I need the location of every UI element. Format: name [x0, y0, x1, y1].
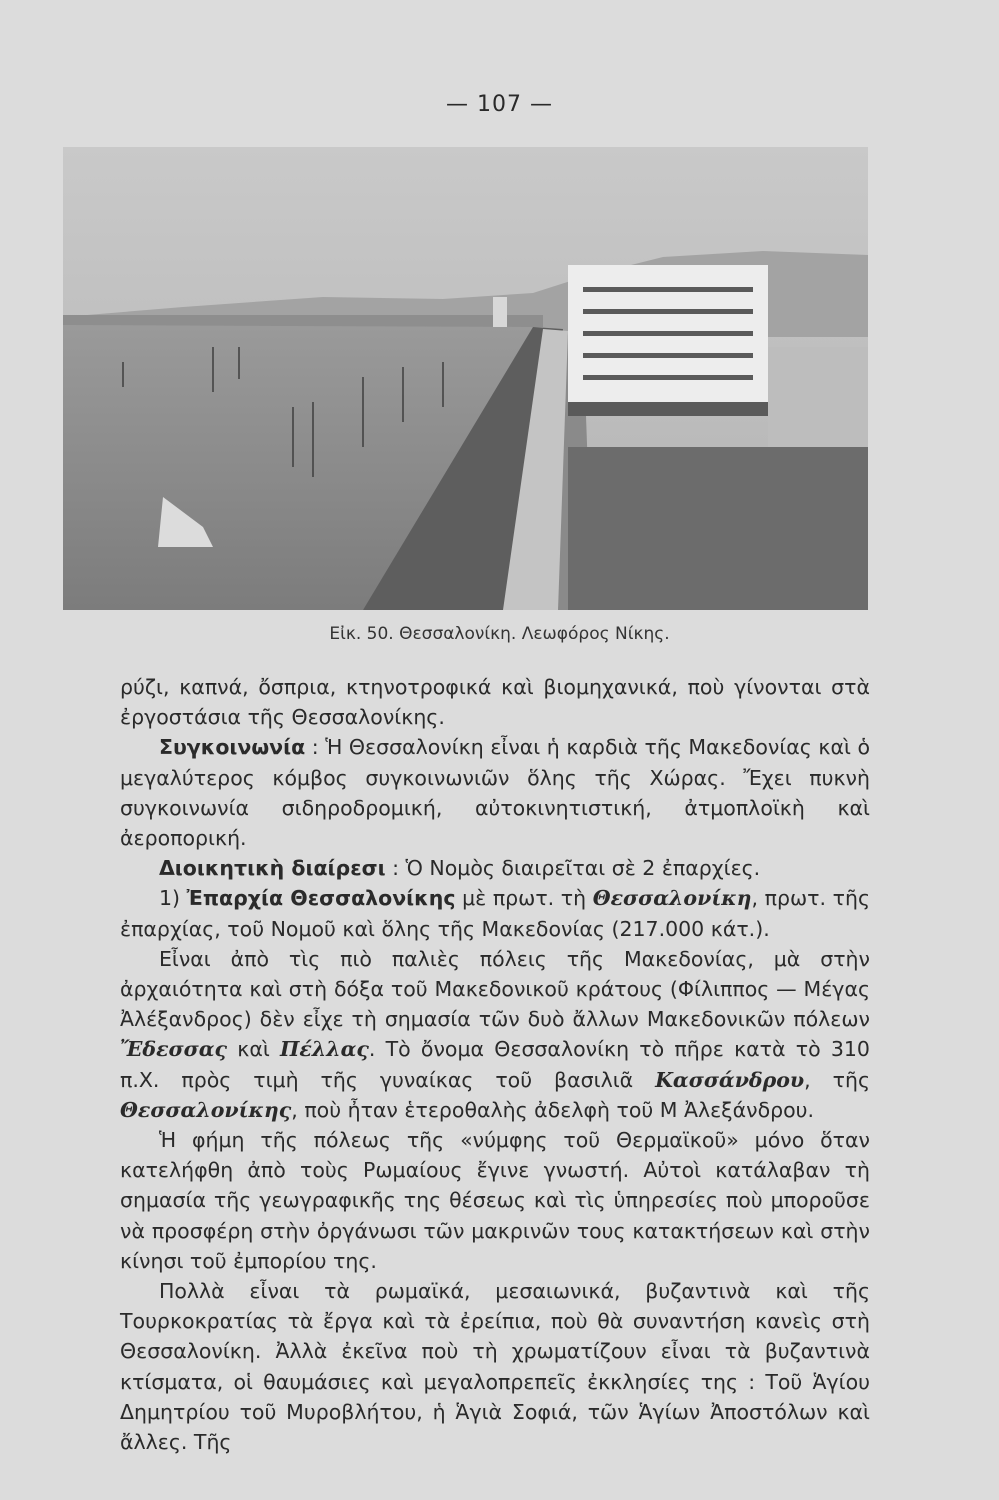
edessa-name: Ἔδεσσας	[120, 1037, 228, 1062]
heading-transport: Συγκοινωνία	[158, 735, 306, 760]
paragraph-6: Ἡ φήμη τῆς πόλεως τῆς «νύμφης τοῦ Θερμαϊκοῦ» μόνο ὅταν κατελήφθη ἀπὸ τοὺς Ρωμαίους ἔγινε γνωστή. Αὐτοὶ κατάλαβαν τὴ σημασία τῆς γεωγραφικῆς της θέσεως καὶ τὶς ὑπηρεσίες ποὺ μποροῦσε νὰ προσφέρη στὴν ὀργάνωσι τῶν μακρινῶν τους κατακτήσεων καὶ στὴν κίνησι τοῦ ἐμπορίου της.	[120, 1128, 870, 1273]
figure-photo	[63, 147, 868, 610]
page-number: — 107 —	[446, 92, 553, 117]
body-text	[120, 672, 870, 1457]
heading-admin-division: Διοικητικὴ διαίρεσι	[158, 856, 386, 881]
city-name: Θεσσαλονίκη	[592, 886, 752, 911]
garden-square	[568, 447, 868, 610]
thessaloniki-name: Θεσσαλονίκης	[120, 1097, 292, 1122]
paragraph-4-text: , πρωτ. τῆς ἐπαρχίας, τοῦ Νομοῦ καὶ ὅλης τῆς Μακεδονίας (217.000 κάτ.).	[120, 886, 870, 941]
paragraph-3-text: : Ὁ Νομὸς διαιρεῖται σὲ 2 ἐπαρχίες.	[385, 856, 761, 881]
seafront-photo	[63, 147, 868, 610]
paragraph-5-d: , ποὺ ἦταν ἑτεροθαλὴς ἀδελφὴ τοῦ Μ Ἀλεξάνδρου.	[291, 1097, 815, 1122]
paragraph-2-text: : Ἡ Θεσσαλονίκη εἶναι ἡ καρδιὰ τῆς Μακεδονίας καὶ ὁ μεγαλύτερος κόμβος συγκοινωνιῶν ὅλης τῆς Χώρας. Ἔχει πυκνὴ συγκοινωνία σιδηροδρομική, αὐτοκινητιστική, ἀτμοπλοϊκὴ καὶ ἀεροπορική.	[120, 735, 870, 851]
heading-province: Ἐπαρχία Θεσσαλονίκης	[186, 886, 456, 911]
paragraph-4	[120, 883, 870, 943]
figure-caption: Εἰκ. 50. Θεσσαλονίκη. Λεωφόρος Νίκης.	[329, 624, 670, 644]
white-tower	[493, 297, 507, 327]
paragraph-5	[120, 944, 870, 1125]
paragraph-5-c: , τῆς	[804, 1067, 870, 1092]
side-building	[768, 347, 868, 447]
list-number: 1)	[158, 886, 187, 911]
paragraph-5-b: . Τὸ ὄνομα Θεσσαλονίκη τὸ πῆρε κατὰ τὸ 310 π.Χ. πρὸς τιμὴ τῆς γυναίκας τοῦ βασιλιᾶ	[120, 1037, 870, 1092]
paragraph-5-and: καὶ	[227, 1037, 281, 1062]
paragraph-3	[120, 853, 870, 883]
paragraph-7: Πολλὰ εἶναι τὰ ρωμαϊκά, μεσαιωνικά, βυζαντινὰ καὶ τῆς Τουρκοκρατίας τὰ ἔργα καὶ τὰ ἐρείπια, ποὺ θὰ συναντήση κανεὶς στὴ Θεσσαλονίκη. Ἀλλὰ ἐκεῖνα ποὺ τὴ χρωματίζουν εἶναι τὰ βυζαντινὰ κτίσματα, οἱ θαυμάσιες καὶ μεγαλοπρεπεῖς ἐκκλησίες της : Τοῦ Ἁγίου Δημητρίου τοῦ Μυροβλήτου, ἡ Ἁγιὰ Σοφιά, τῶν Ἁγίων Ἀποστόλων καὶ ἄλλες. Τῆς	[120, 1279, 870, 1455]
kassandros-name: Κασσάνδρου	[655, 1067, 805, 1092]
paragraph-5-a: Εἶναι ἀπὸ τὶς πιὸ παλιὲς πόλεις τῆς Μακεδονίας, μὰ στὴν ἀρχαιότητα καὶ στὴ δόξα τοῦ Μακεδονικοῦ κράτους (Φίλιππος — Μέγας Ἀλέξανδρος) δὲν εἶχε τὴ σημασία τῶν δυὸ ἄλλων Μακεδονικῶν πόλεων	[120, 946, 870, 1032]
paragraph-2	[120, 732, 870, 853]
pella-name: Πέλλας	[280, 1037, 369, 1062]
paragraph-1: ρύζι, καπνά, ὄσπρια, κτηνοτροφικά καὶ βιομηχανικά, ποὺ γίνονται στὰ ἐργοστάσια τῆς Θεσσαλονίκης.	[120, 675, 870, 730]
paragraph-4-mid: μὲ πρωτ. τὴ	[455, 886, 593, 911]
far-shore	[63, 315, 543, 327]
